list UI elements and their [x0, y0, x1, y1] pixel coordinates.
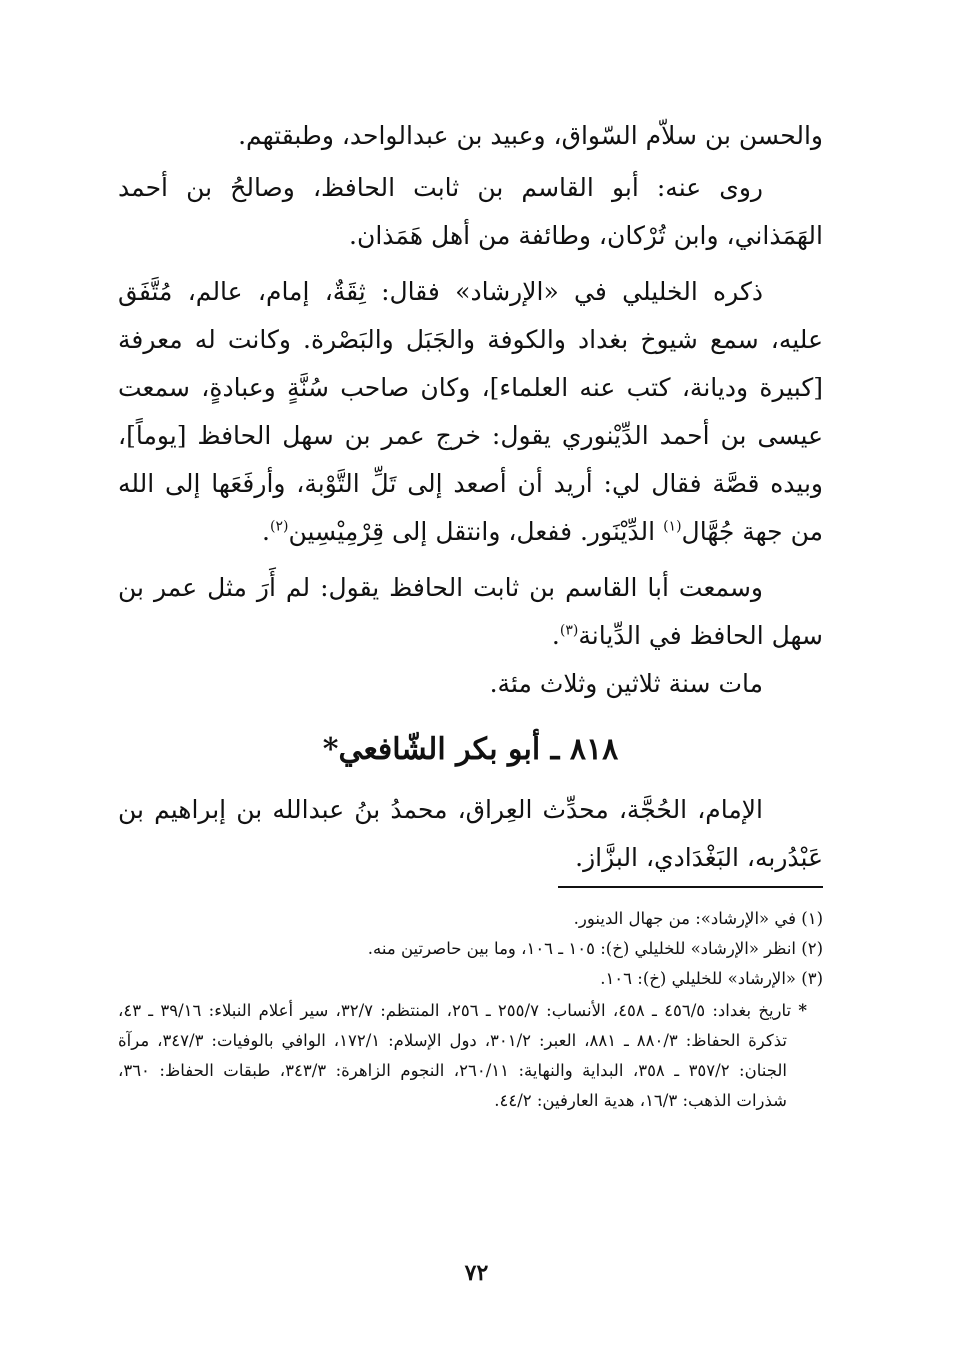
paragraph-text: ذكره الخليلي في «الإرشاد» فقال: ثِقَةٌ، إمام، عالم، مُتَّفَق عليه، سمع شيوخ بغداد والكوفة والجَبَل والبَصْرة. وكانت له معرفة [كبيرة وديانة، كتب عنه العلماء]، وكان صاحب سُنَّةٍ وعبادةٍ، سمعت عيسى بن أحمد الدِّيْنوري يقول: خرج عمر بن سهل الحافظ [يوماً]، وبيده قصَّة فقال لي: أريد أن أصعد إلى تَلِّ التَّوْبة، وأرفَعَها إلى الله من جهة	[118, 277, 823, 546]
paragraph-text: الدِّيْنَور. ففعل، وانتقل إلى قِرْمِيْسِين	[288, 517, 656, 546]
main-text	[118, 112, 823, 708]
footnotes	[118, 904, 823, 1116]
sources-note	[118, 996, 823, 1116]
paragraph: روى عنه: أبو القاسم بن ثابت الحافظ، وصالحُ بن أحمد الهَمَذاني، وابن تُرْكان، وطائفة من أهل هَمَذان.	[118, 173, 823, 250]
footnote: (٣) «الإرشاد» للخليلي (خ): ١٠٦.	[600, 969, 823, 988]
paragraph: الإمام، الحُجَّة، محدِّث العِراق، محمدُ بنُ عبدالله بن إبراهيم بن عَبْدُربه، البَغْدَادي، البزَّاز.	[118, 795, 823, 872]
sources-text: تاريخ بغداد: ٤٥٦/٥ ـ ٤٥٨، الأنساب: ٢٥٥/٧ ـ ٢٥٦، المنتظم: ٣٢/٧، سير أعلام النبلاء: ٣٩/١٦ ـ ٤٣، تذكرة الحفاظ: ٨٨٠/٣ ـ ٨٨١، العبر: ٣٠١/٢، دول الإسلام: ١٧٢/١، الوافي بالوفيات: ٣٤٧/٣، مرآة الجنان: ٣٥٧/٢ ـ ٣٥٨، البداية والنهاية: ٢٦٠/١١، النجوم الزاهرة: ٣٤٣/٣، طبقات الحفاظ: ٣٦٠، شذرات الذهب: ١٦/٣، هدية العارفين: ٤٤/٢.	[118, 1001, 792, 1110]
footnote: (١) في «الإرشاد»: من جهال الدينور.	[573, 909, 823, 928]
paragraph: والحسن بن سلاّم السّواق، وعبيد بن عبدالواحد، وطبقتهم.	[238, 121, 823, 150]
paragraph-text: جُهَّال	[681, 517, 735, 546]
footnote: (٢) انظر «الإرشاد» للخليلي (خ): ١٠٥ ـ ١٠٦، وما بين حاصرتين منه.	[367, 939, 823, 958]
bio-text	[118, 786, 823, 882]
paragraph-text: وسمعت أبا القاسم بن ثابت الحافظ يقول: لم أَرَ مثل عمر بن سهل الحافظ في الدِّيانة	[118, 573, 823, 650]
paragraph: وسمعت أبا القاسم بن ثابت الحافظ يقول: لم أَرَ مثل عمر بن سهل الحافظ في الدِّيانة$^{(٣)}$.	[118, 573, 823, 650]
footnote-ref: (٣)	[559, 622, 579, 639]
footnote-divider	[558, 886, 823, 888]
footnote-ref: (٢)	[270, 518, 289, 535]
footnote-ref: (١)	[663, 518, 682, 535]
entry-heading: ٨١٨ ـ أبو بكر الشّافعي*	[322, 732, 619, 767]
paragraph: ذكره الخليلي في «الإرشاد» فقال: ثِقَةٌ، إمام، عالم، مُتَّفَق عليه، سمع شيوخ بغداد والكوفة والجَبَل والبَصْرة. وكانت له معرفة [كبيرة وديانة، كتب عنه العلماء]، وكان صاحب سُنَّةٍ وعبادةٍ، سمعت عيسى بن أحمد الدِّيْنوري يقول: خرج عمر بن سهل الحافظ [يوماً]، وبيده قصَّة فقال لي: أريد أن أصعد إلى تَلِّ التَّوْبة، وأرفَعَها إلى الله من جهة جُهَّال$^{(١)}$ الدِّيْنَور. ففعل، وانتقل إلى قِرْمِيْسِين$^{(٢)}$.	[118, 277, 823, 546]
paragraph: مات سنة ثلاثين وثلاث مئة.	[489, 669, 763, 698]
asterisk-marker: *	[798, 1001, 808, 1020]
page-number: ٧٢	[464, 1260, 489, 1286]
